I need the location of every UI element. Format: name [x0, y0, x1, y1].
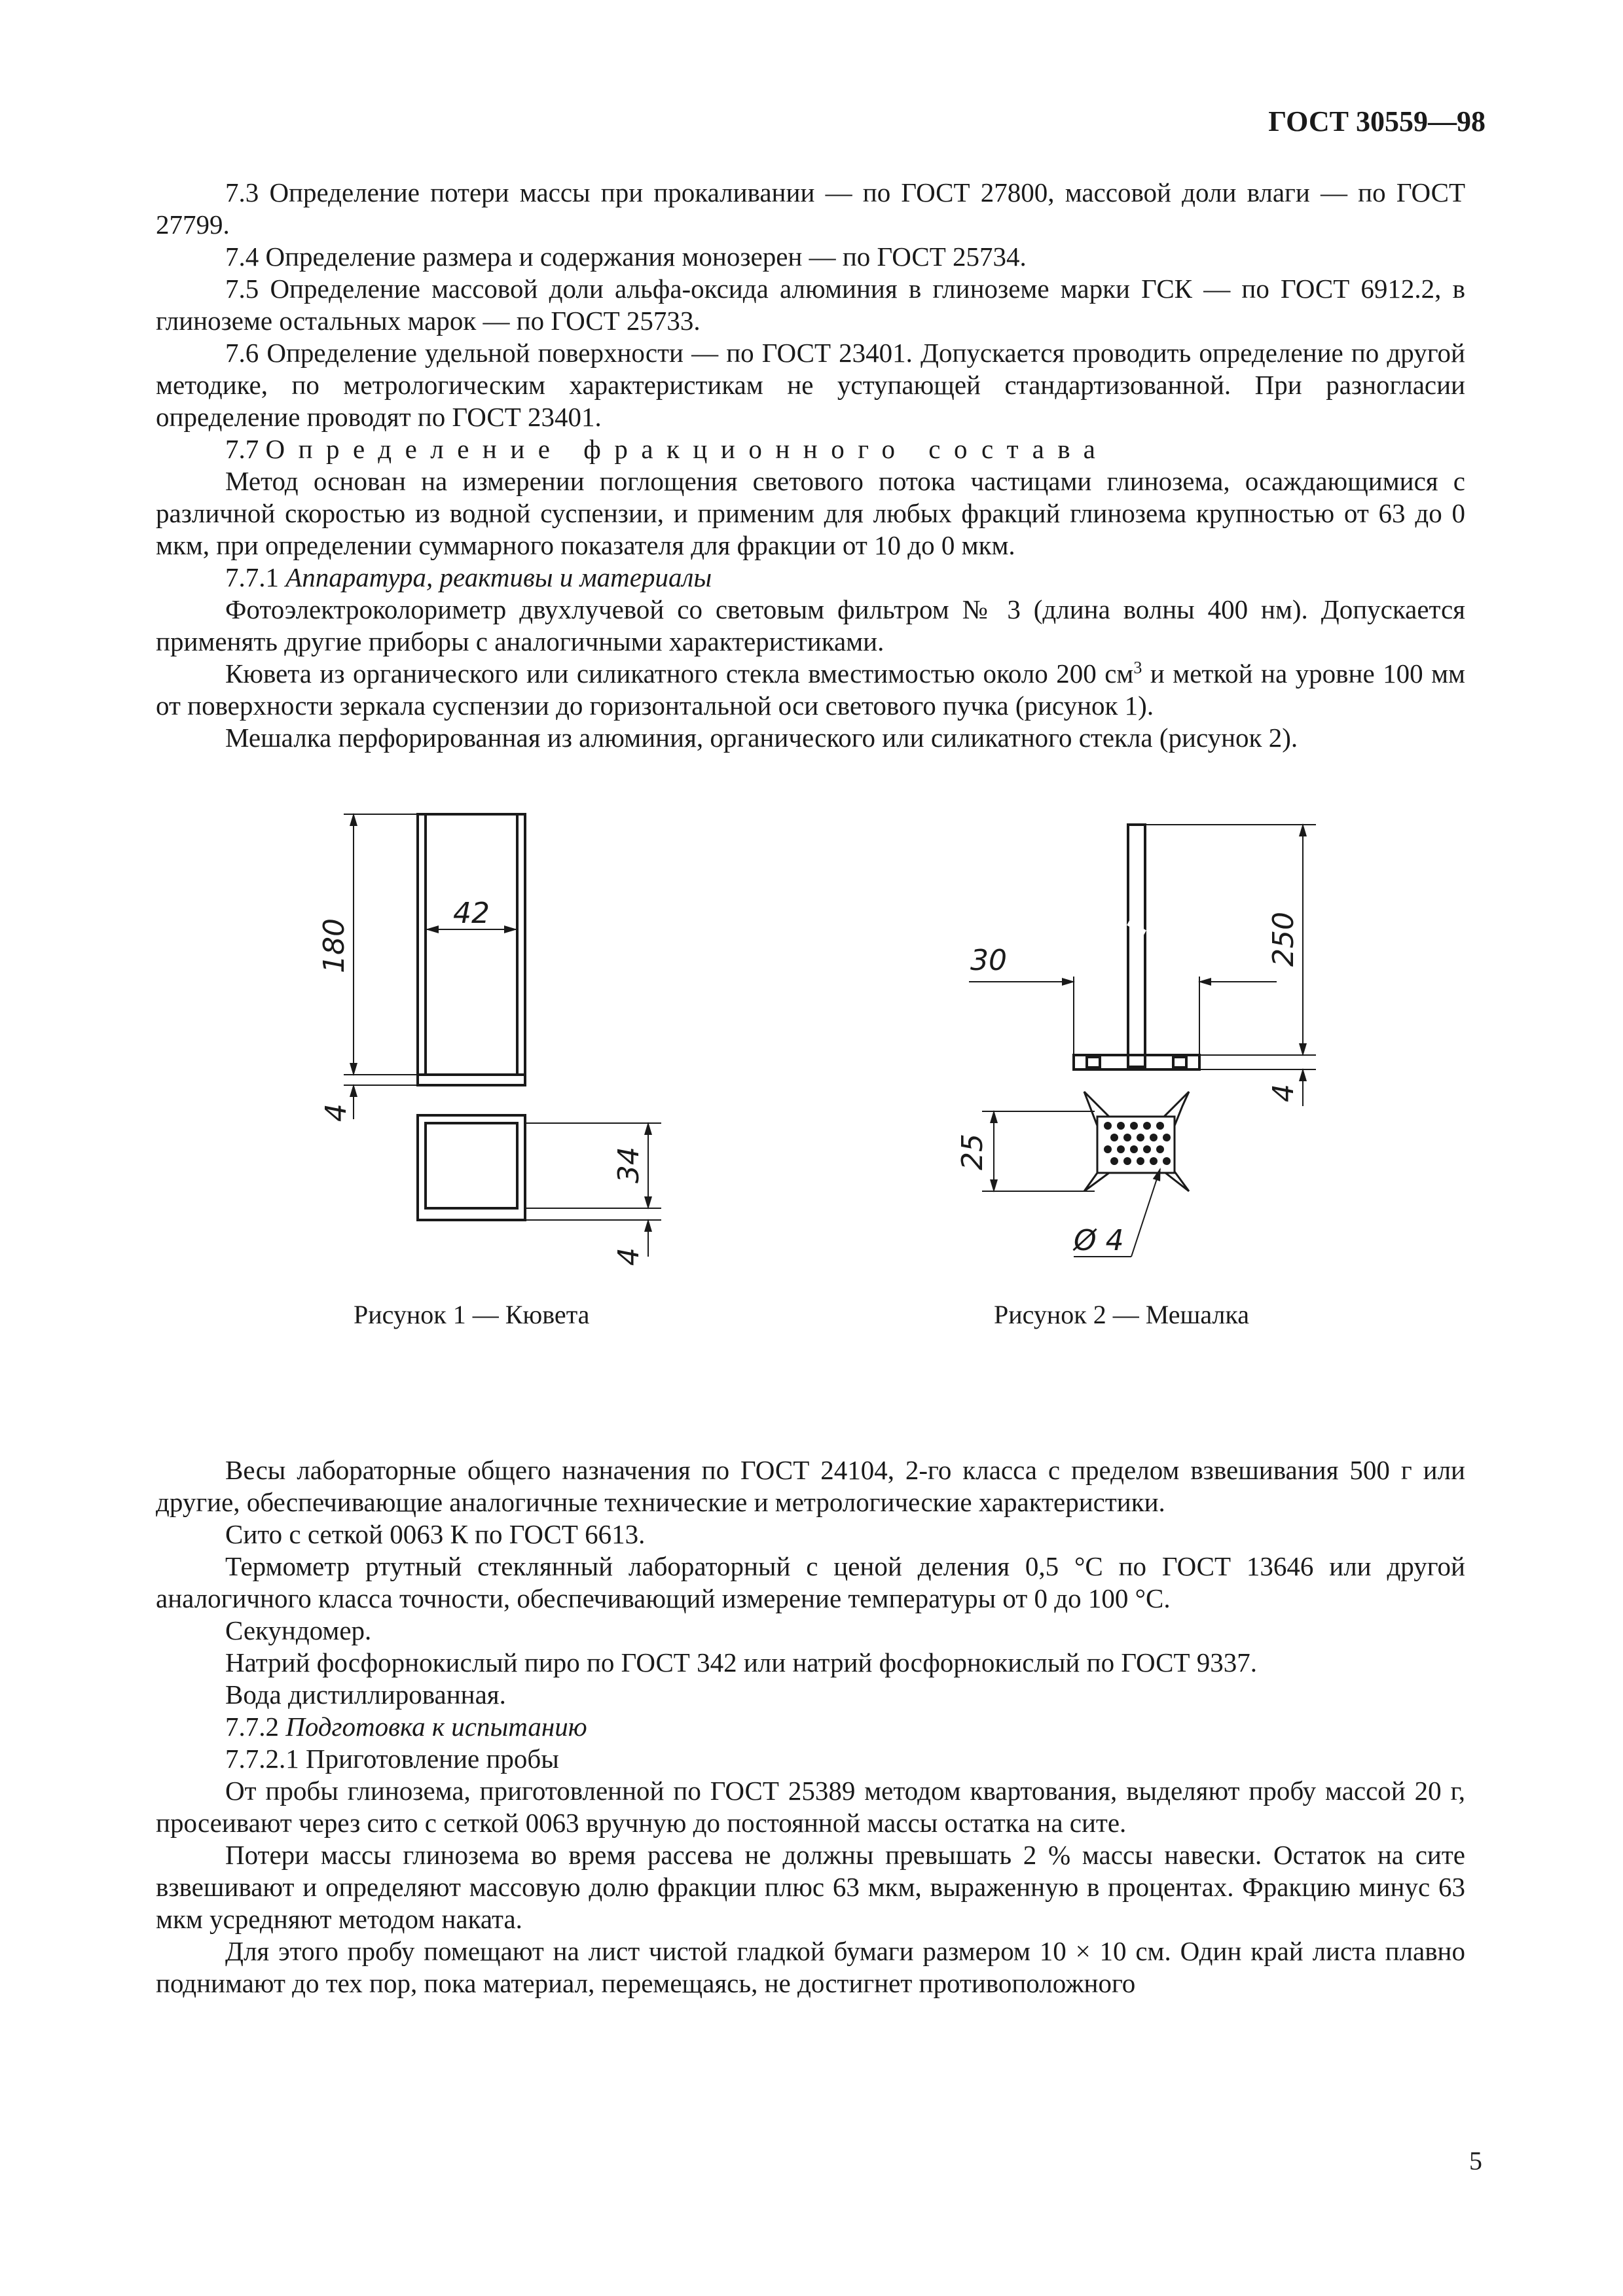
- heading-7-7: [156, 433, 1465, 465]
- page-number: 5: [1469, 2146, 1482, 2176]
- cuvette-text-b: и меткой на уровне 100 мм от поверхности зеркала суспензии до горизонтальной оси светового пучка (рисунок 1).: [156, 658, 1465, 721]
- paragraph-thermometer: Термометр ртутный стеклянный лабораторный с ценой деления 0,5 °С по ГОСТ 13646 или другой аналогичного класса точности, обеспечивающий измерение температуры от 0 до 100 °С.: [156, 1551, 1465, 1613]
- heading-7-7-1-number: 7.7.1: [225, 562, 286, 592]
- dim-label-4-top: 4: [319, 1103, 353, 1122]
- dim-label-180: 180: [318, 918, 351, 973]
- dim-label-4-bottom: 4: [612, 1247, 646, 1266]
- paragraph-stopwatch: Секундомер.: [225, 1615, 372, 1645]
- text-block-lower: [156, 1454, 1465, 2000]
- paragraph-method: Метод основан на измерении поглощения светового потока частицами глинозема, осаждающимися с различной скоростью из водной суспензии, и применим для любых фракций глинозема крупностью от 63 до 0 мкм, при определении суммарного показателя для фракции от 10 до 0 мкм.: [156, 466, 1465, 560]
- figure1-caption: Рисунок 1 — Кювета: [354, 1300, 590, 1329]
- paragraph-7-4: 7.4 Определение размера и содержания монозерен — по ГОСТ 25734.: [225, 242, 1027, 272]
- dim-label-34: 34: [612, 1147, 646, 1183]
- paragraph-paper: Для этого пробу помещают на лист чистой гладкой бумаги размером 10 × 10 см. Один край листа плавно поднимают до тех пор, пока материал, перемещаясь, не достигнет противоположного: [156, 1936, 1465, 1998]
- paragraph-7-3: 7.3 Определение потери массы при прокаливании — по ГОСТ 27800, массовой доли влаги — по ГОСТ 27799.: [156, 177, 1465, 240]
- heading-7-7-1: [156, 562, 1465, 594]
- paragraph-7-5: 7.5 Определение массовой доли альфа-оксида алюминия в глиноземе марки ГСК — по ГОСТ 6912.2, в глиноземе остальных марок — по ГОСТ 25733.: [156, 274, 1465, 336]
- paragraph-stirrer: Мешалка перфорированная из алюминия, органического или силикатного стекла (рисунок 2).: [225, 723, 1298, 753]
- cuvette-text-a: Кювета из органического или силикатного стекла вместимостью около 200 см: [225, 658, 1134, 689]
- paragraph-colorimeter: Фотоэлектроколориметр двухлучевой со световым фильтром № 3 (длина волны 400 нм). Допускается применять другие приборы с аналогичными характеристиками.: [156, 594, 1465, 656]
- figure1-cuvette-drawing: [344, 814, 661, 1257]
- paragraph-water: Вода дистиллированная.: [225, 1679, 506, 1710]
- figures-area: [0, 798, 1623, 1388]
- heading-7-7-2-1: 7.7.2.1 Приготовление пробы: [225, 1744, 559, 1774]
- paragraph-sieve: Сито с сеткой 0063 К по ГОСТ 6613.: [225, 1519, 646, 1549]
- dim-label-hole-diameter: Ø 4: [1074, 1224, 1124, 1257]
- heading-7-7-2-title: Подготовка к испытанию: [285, 1712, 587, 1742]
- figure2-caption: Рисунок 2 — Мешалка: [994, 1300, 1249, 1329]
- paragraph-7-6: 7.6 Определение удельной поверхности — по ГОСТ 23401. Допускается проводить определение по другой методике, по метрологическим характеристикам не уступающей стандартизованной. При разногласии определение проводят по ГОСТ 23401.: [156, 338, 1465, 432]
- drawings: [0, 798, 1623, 1388]
- heading-7-7-1-title: Аппаратура, реактивы и материалы: [285, 562, 712, 592]
- paragraph-cuvette: [156, 658, 1465, 722]
- dim-label-4-stirrer: 4: [1267, 1084, 1300, 1102]
- dim-label-250: 250: [1267, 912, 1300, 967]
- paragraph-scales: Весы лабораторные общего назначения по ГОСТ 24104, 2-го класса с пределом взвешивания 500 г или другие, обеспечивающие аналогичные технические и метрологические характеристики.: [156, 1455, 1465, 1517]
- dim-label-42: 42: [453, 897, 490, 930]
- heading-7-7-2-number: 7.7.2: [225, 1712, 286, 1742]
- heading-7-7-number: 7.7: [225, 434, 266, 464]
- heading-7-7-2: [156, 1711, 1465, 1743]
- paragraph-sodium: Натрий фосфорнокислый пиро по ГОСТ 342 или натрий фосфорнокислый по ГОСТ 9337.: [225, 1647, 1257, 1677]
- paragraph-sample: От пробы глинозема, приготовленной по ГОСТ 25389 методом квартования, выделяют пробу массой 20 г, просеивают через сито с сеткой 0063 вручную до постоянной массы остатка на сите.: [156, 1776, 1465, 1838]
- heading-7-7-title: Определение фракционного состава: [265, 434, 1109, 464]
- text-block-upper: [156, 177, 1465, 754]
- stirrer-holes: [1104, 1122, 1171, 1165]
- dim-label-30: 30: [970, 944, 1007, 977]
- cuvette-superscript: 3: [1133, 658, 1142, 677]
- paragraph-losses: Потери массы глинозема во время рассева не должны превышать 2 % массы навески. Остаток на сите взвешивают и определяют массовую долю фракции плюс 63 мкм, выраженную в процентах. Фракцию минус 63 мкм усредняют методом наката.: [156, 1840, 1465, 1934]
- standard-header: ГОСТ 30559—98: [1268, 105, 1486, 137]
- figure2-stirrer-drawing: [969, 825, 1316, 1257]
- dim-label-25: 25: [956, 1134, 989, 1170]
